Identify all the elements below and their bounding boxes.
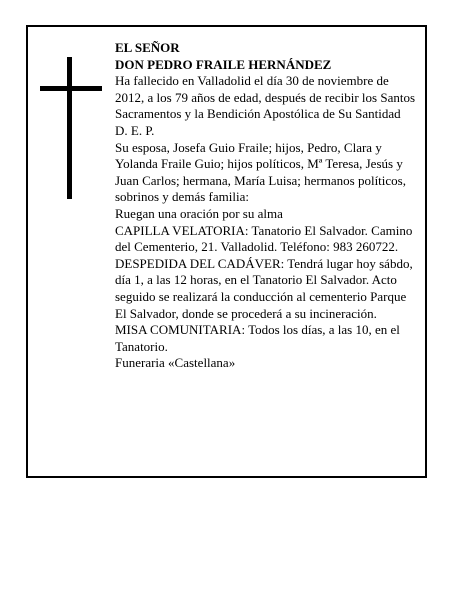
obituary-text (115, 40, 421, 372)
family-list: Su esposa, Josefa Guio Fraile; hijos, Pedro, Clara y Yolanda Fraile Guio; hijos políticos, Mª Teresa, Jesús y Juan Carlos; hermana, María Luisa; hermanos políticos, sobrinos y demás familia: (115, 139, 406, 205)
cross-vertical-bar (67, 57, 72, 199)
latin-cross-icon (40, 57, 102, 199)
title-line-1: EL SEÑOR (115, 40, 180, 55)
prayer-request: Ruegan una oración por su alma (115, 205, 283, 221)
cross-horizontal-bar (40, 86, 102, 91)
death-announcement: Ha fallecido en Valladolid el día 30 de noviembre de 2012, a los 79 años de edad, después de recibir los Santos Sacramentos y la Bendición Apostólica de Su Santidad (115, 73, 416, 122)
rip-line: D. E. P. (115, 122, 155, 138)
obituary-notice (26, 25, 427, 478)
wake-chapel-info: CAPILLA VELATORIA: Tanatorio El Salvador. Camino del Cementerio, 21. Valladolid. Teléfono: 983 260722. (115, 222, 413, 255)
mass-info: MISA COMUNITARIA: Todos los días, a las 10, en el Tanatorio. (115, 322, 400, 354)
deceased-name: DON PEDRO FRAILE HERNÁNDEZ (115, 56, 332, 72)
farewell-info: DESPEDIDA DEL CADÁVER: Tendrá lugar hoy sábdo, día 1, a las 12 horas, en el Tanatorio El Salvador. Acto seguido se realizará la conducción al cementerio Parque El Salvador, donde se procederá a su incineración. (115, 255, 413, 321)
funeral-home: Funeraria «Castellana» (115, 355, 236, 371)
